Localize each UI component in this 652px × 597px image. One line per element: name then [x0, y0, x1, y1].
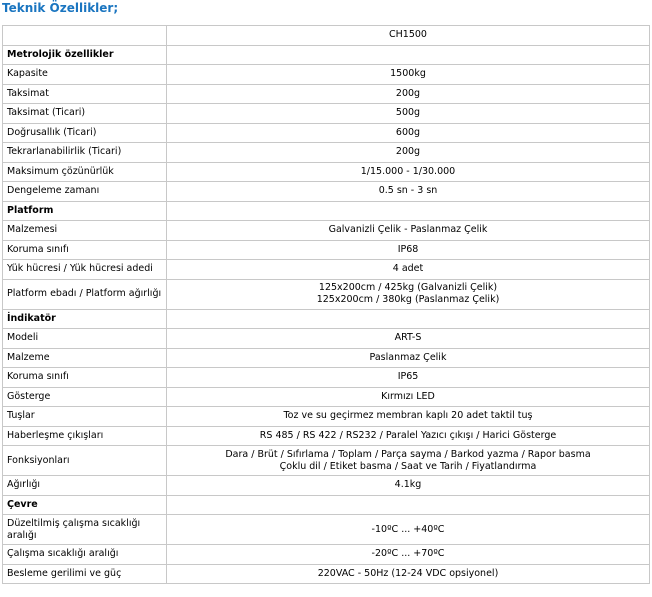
row-value: IP65 [167, 368, 650, 388]
row-value: 500g [167, 104, 650, 124]
table-row [3, 221, 650, 241]
row-label: Çalışma sıcaklığı aralığı [3, 545, 167, 565]
row-value: Galvanizli Çelik - Paslanmaz Çelik [167, 221, 650, 241]
row-label: Taksimat (Ticari) [3, 104, 167, 124]
row-value: Paslanmaz Çelik [167, 348, 650, 368]
row-value: 200g [167, 84, 650, 104]
table-row [3, 279, 650, 309]
row-label: Koruma sınıfı [3, 240, 167, 260]
row-value: -20ºC ... +70ºC [167, 545, 650, 565]
row-label: Gösterge [3, 387, 167, 407]
row-label: Taksimat [3, 84, 167, 104]
page-title: Teknik Özellikler; [2, 1, 119, 15]
row-value [167, 446, 650, 476]
row-value-line-2: 125x200cm / 380kg (Paslanmaz Çelik) [316, 294, 500, 305]
table-row [3, 65, 650, 85]
model-header: CH1500 [167, 26, 650, 46]
specs-table [2, 25, 650, 584]
section-row [3, 495, 650, 515]
row-label: Doğrusallık (Ticari) [3, 123, 167, 143]
row-label [3, 515, 167, 545]
row-label-line-1: Düzeltilmiş çalışma sıcaklığı [7, 517, 141, 529]
table-row [3, 182, 650, 202]
table-row [3, 84, 650, 104]
table-row [3, 476, 650, 496]
row-label: Yük hücresi / Yük hücresi adedi [3, 260, 167, 280]
table-row [3, 348, 650, 368]
section-heading: Platform [3, 201, 167, 221]
row-value [167, 279, 650, 309]
row-label: Maksimum çözünürlük [3, 162, 167, 182]
table-row [3, 545, 650, 565]
table-row [3, 446, 650, 476]
row-label: Koruma sınıfı [3, 368, 167, 388]
row-label: Malzemesi [3, 221, 167, 241]
row-value: Toz ve su geçirmez membran kaplı 20 adet taktil tuş [167, 407, 650, 427]
row-label: Besleme gerilimi ve güç [3, 564, 167, 584]
row-label: Fonksiyonları [3, 446, 167, 476]
row-label: Malzeme [3, 348, 167, 368]
row-label-line-2: aralığı [7, 529, 37, 541]
section-heading: Çevre [3, 495, 167, 515]
table-row [3, 104, 650, 124]
row-value: -10ºC ... +40ºC [167, 515, 650, 545]
row-label: Tuşlar [3, 407, 167, 427]
row-value: 220VAC - 50Hz (12-24 VDC opsiyonel) [167, 564, 650, 584]
table-row [3, 143, 650, 163]
row-value: 600g [167, 123, 650, 143]
row-value: ART-S [167, 329, 650, 349]
table-row [3, 426, 650, 446]
row-value: 1500kg [167, 65, 650, 85]
section-heading: Metrolojik özellikler [3, 45, 167, 65]
table-row [3, 387, 650, 407]
row-value-line-1: Dara / Brüt / Sıfırlama / Toplam / Parça sayma / Barkod yazma / Rapor basma [225, 448, 591, 460]
section-heading: İndikatör [3, 309, 167, 329]
header-empty-cell [3, 26, 167, 46]
section-row [3, 45, 650, 65]
row-value: 0.5 sn - 3 sn [167, 182, 650, 202]
row-value: RS 485 / RS 422 / RS232 / Paralel Yazıcı çıkışı / Harici Gösterge [167, 426, 650, 446]
section-row [3, 309, 650, 329]
row-label: Kapasite [3, 65, 167, 85]
table-header-row [3, 26, 650, 46]
row-value: 200g [167, 143, 650, 163]
table-row [3, 407, 650, 427]
row-value: Kırmızı LED [167, 387, 650, 407]
row-label: Haberleşme çıkışları [3, 426, 167, 446]
row-label: Ağırlığı [3, 476, 167, 496]
table-row [3, 329, 650, 349]
row-value: 4.1kg [167, 476, 650, 496]
table-row [3, 260, 650, 280]
row-label: Tekrarlanabilirlik (Ticari) [3, 143, 167, 163]
row-value-line-2: Çoklu dil / Etiket basma / Saat ve Tarih / Fiyatlandırma [279, 460, 537, 472]
row-label: Platform ebadı / Platform ağırlığı [3, 279, 167, 309]
row-value: 1/15.000 - 1/30.000 [167, 162, 650, 182]
row-label: Modeli [3, 329, 167, 349]
table-row [3, 123, 650, 143]
table-row [3, 564, 650, 584]
row-value: 4 adet [167, 260, 650, 280]
table-row [3, 240, 650, 260]
row-value: IP68 [167, 240, 650, 260]
section-row [3, 201, 650, 221]
row-label: Dengeleme zamanı [3, 182, 167, 202]
table-row [3, 162, 650, 182]
table-row [3, 515, 650, 545]
row-value-line-1: 125x200cm / 425kg (Galvanizli Çelik) [318, 282, 498, 293]
table-row [3, 368, 650, 388]
